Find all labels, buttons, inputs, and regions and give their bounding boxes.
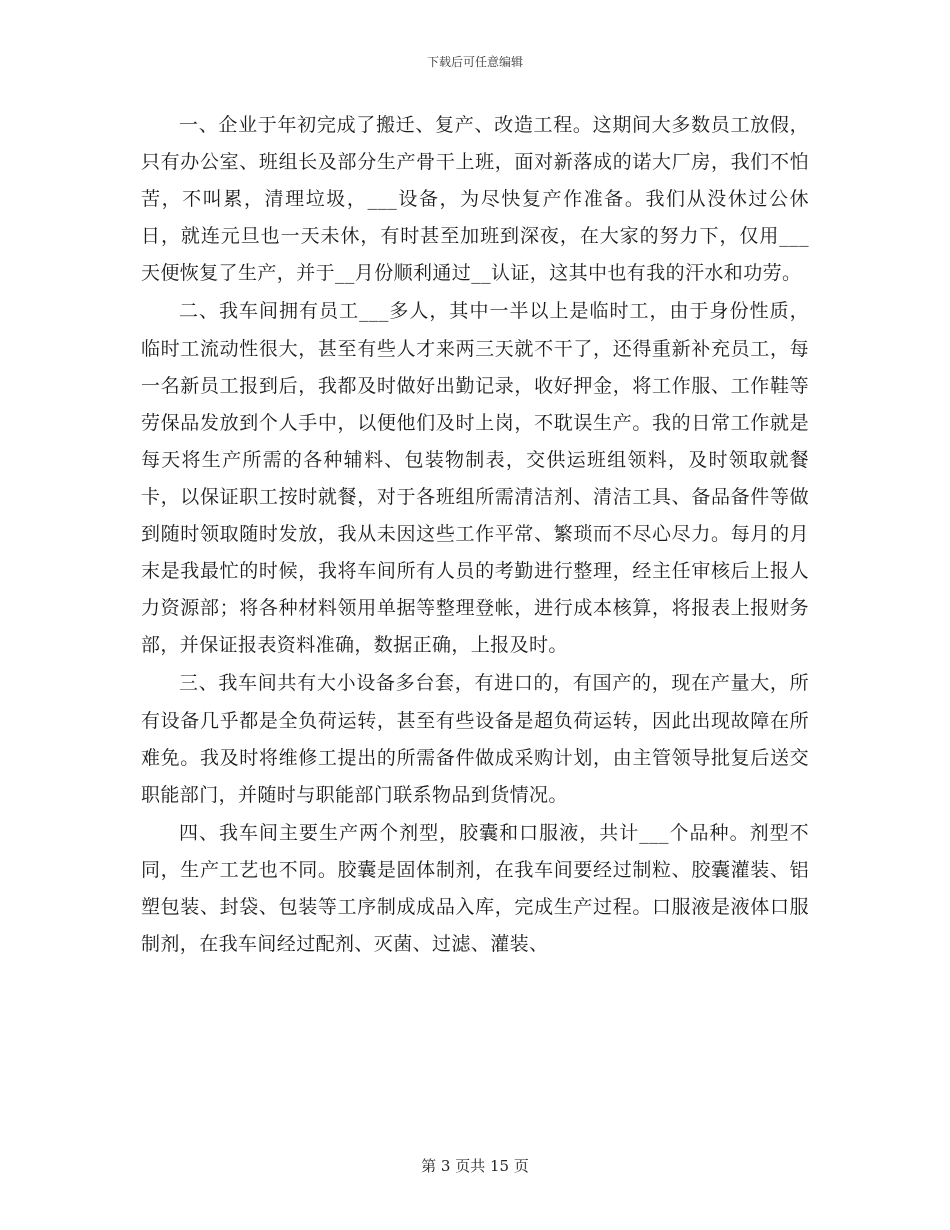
paragraph-3: 三、我车间共有大小设备多台套，有进口的，有国产的，现在产量大，所有设备几乎都是全负荷运转，甚至有些设备是超负荷运转，因此出现故障在所难免。我及时将维修工提出的所需备件做成采购计划，由主管领导批复后送交职能部门，并随时与职能部门联系物品到货情况。 [141,672,809,806]
document-body [141,107,809,964]
page-number: 第 3 页共 15 页 [421,1157,529,1175]
paragraph-1: 一、企业于年初完成了搬迁、复产、改造工程。这期间大多数员工放假，只有办公室、班组长及部分生产骨干上班，面对新落成的诺大厂房，我们不怕苦，不叫累，清理垃圾，___设备，为尽快复产作准备。我们从没休过公休日，就连元旦也一天未休，有时甚至加班到深夜，在大家的努力下，仅用___天便恢复了生产，并于__月份顺利通过__认证，这其中也有我的汗水和功劳。 [141,114,809,285]
paragraph-2: 二、我车间拥有员工___多人，其中一半以上是临时工，由于身份性质，临时工流动性很大，甚至有些人才来两三天就不干了，还得重新补充员工，每一名新员工报到后，我都及时做好出勤记录，收好押金，将工作服、工作鞋等劳保品发放到个人手中，以便他们及时上岗，不耽误生产。我的日常工作就是每天将生产所需的各种辅料、包装物制表，交供运班组领料，及时领取就餐卡，以保证职工按时就餐，对于各班组所需清洁剂、清洁工具、备品备件等做到随时领取随时发放，我从未因这些工作平常、繁琐而不尽心尽力。每月的月末是我最忙的时候，我将车间所有人员的考勤进行整理，经主任审核后上报人力资源部；将各种材料领用单据等整理登帐，进行成本核算，将报表上报财务部，并保证报表资料准确，数据正确，上报及时。 [141,300,809,657]
paragraph-4: 四、我车间主要生产两个剂型，胶囊和口服液，共计___个品种。剂型不同，生产工艺也不同。胶囊是固体制剂，在我车间要经过制粒、胶囊灌装、铝塑包装、封袋、包装等工序制成成品入库，完成生产过程。口服液是液体口服制剂，在我车间经过配剂、灭菌、过滤、灌装、 [141,821,809,956]
page-header: 下载后可任意编辑 [426,55,523,69]
